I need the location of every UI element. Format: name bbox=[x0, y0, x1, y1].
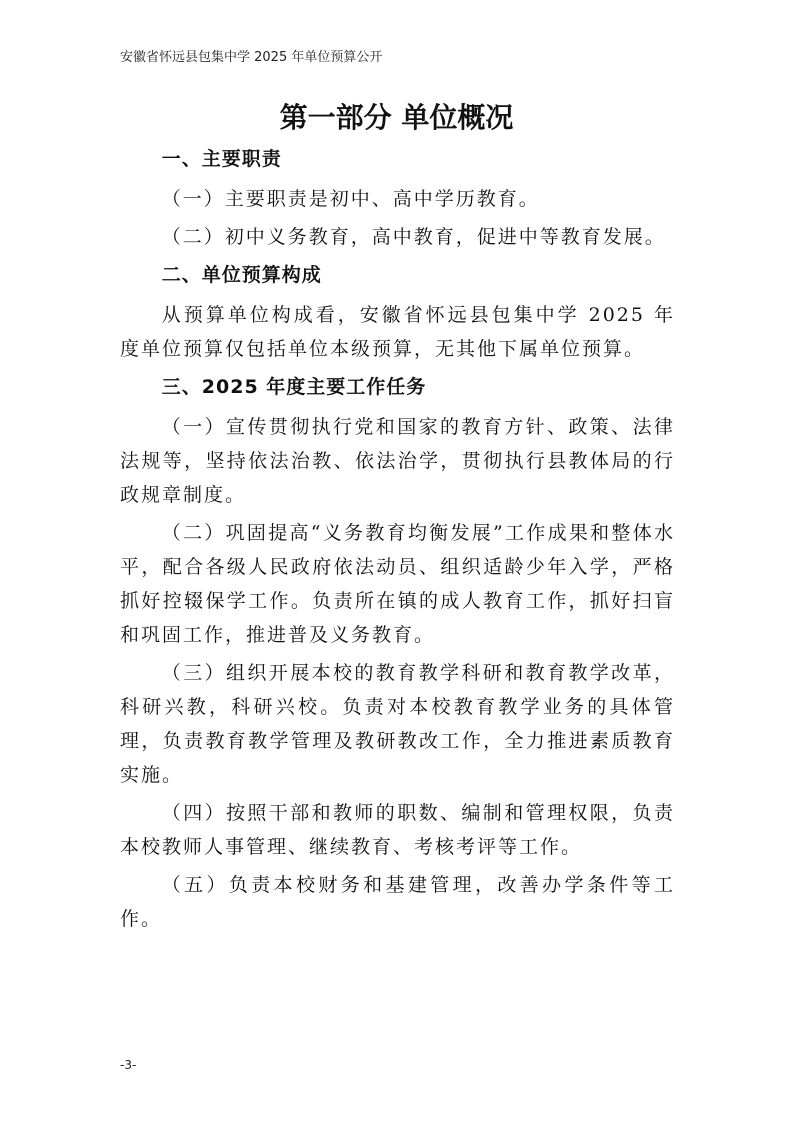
section-heading-duties: 一、主要职责 bbox=[161, 148, 282, 170]
document-body bbox=[120, 140, 675, 940]
paragraph: （四）按照干部和教师的职数、编制和管理权限，负责本校教师人事管理、继续教育、考核考评等工作。 bbox=[120, 802, 675, 858]
paragraph: （一）主要职责是初中、高中学历教育。 bbox=[161, 188, 540, 210]
paragraph: 从预算单位构成看，安徽省怀远县包集中学 2025 年度单位预算仅包括单位本级预算，无其他下属单位预算。 bbox=[120, 304, 675, 360]
paragraph: （一）宣传贯彻执行党和国家的教育方针、政策、法律法规等，坚持依法治教、依法治学，贯彻执行县教体局的行政规章制度。 bbox=[120, 416, 675, 506]
paragraph: （二）巩固提高“义务教育均衡发展”工作成果和整体水平，配合各级人民政府依法动员、组织适龄少年入学，严格抓好控辍保学工作。负责所在镇的成人教育工作，抓好扫盲和巩固工作，推进普及义务教育。 bbox=[120, 522, 675, 646]
paragraph: （五）负责本校财务和基建管理，改善办学条件等工作。 bbox=[120, 874, 675, 930]
paragraph: （三）组织开展本校的教育教学科研和教育教学改革，科研兴教，科研兴校。负责对本校教育教学业务的具体管理，负责教育教学管理及教研教改工作，全力推进素质教育实施。 bbox=[120, 662, 675, 786]
section-heading-work-tasks: 三、2025 年度主要工作任务 bbox=[161, 376, 427, 398]
page-title: 第一部分 单位概况 bbox=[279, 101, 514, 134]
paragraph: （二）初中义务教育，高中教育，促进中等教育发展。 bbox=[161, 226, 666, 248]
page-number: -3- bbox=[120, 1058, 137, 1072]
section-heading-budget-composition: 二、单位预算构成 bbox=[161, 264, 322, 286]
running-header: 安徽省怀远县包集中学 2025 年单位预算公开 bbox=[120, 50, 383, 65]
